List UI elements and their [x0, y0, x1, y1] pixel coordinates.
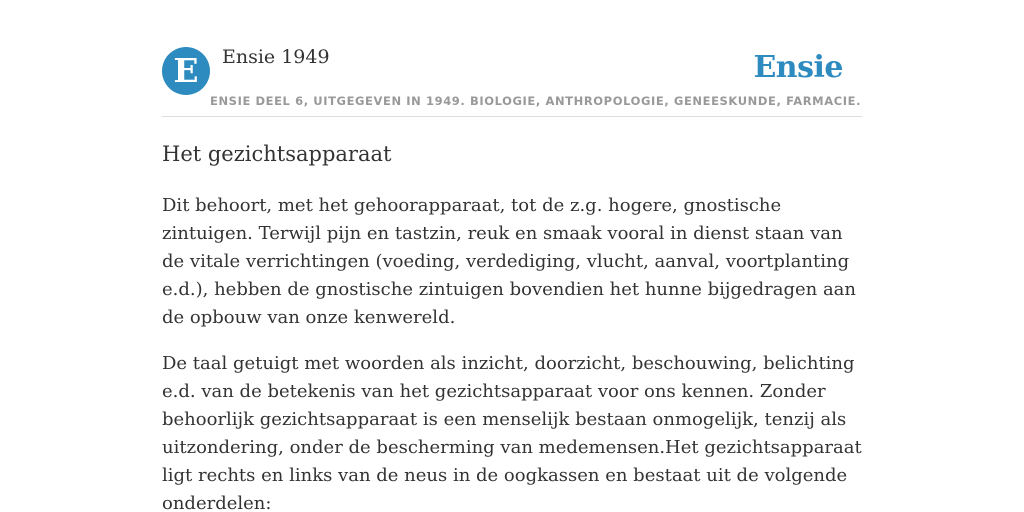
ensie-logo-icon[interactable]: E [162, 47, 210, 95]
article [162, 138, 862, 512]
book-title[interactable]: Ensie 1949 [222, 46, 330, 68]
article-paragraph-1: Dit behoort, met het gehoorapparaat, tot de z.g. hogere, gnostische zintuigen. Terwijl pijn en tastzin, reuk en smaak vooral in dienst staan van de vitale verrichtingen (voeding, verdediging, vlucht, aanval, voortplanting e.d.), hebben de gnostische zintuigen bovendien het hunne bijgedragen aan de opbouw van onze kenwereld. [162, 195, 857, 328]
header [162, 0, 862, 117]
book-subtitle: ENSIE DEEL 6, UITGEGEVEN IN 1949. BIOLOGIE, ANTHROPOLOGIE, GENEESKUNDE, FARMACIE. [210, 94, 862, 108]
article-paragraph-2: De taal getuigt met woorden als inzicht, doorzicht, beschouwing, belichting e.d. van de betekenis van het gezichtsapparaat voor ons kennen. Zonder behoorlijk gezichtsapparaat is een menselijk bestaan onmogelijk, tenzij als uitzondering, onder de bescherming van medemensen.Het gezichtsapparaat ligt rechts en links van de neus in de oogkassen en bestaat uit de volgende onderdelen: [162, 353, 862, 512]
article-title: Het gezichtsapparaat [162, 142, 392, 166]
brand-logo[interactable]: Ensie [753, 50, 843, 85]
